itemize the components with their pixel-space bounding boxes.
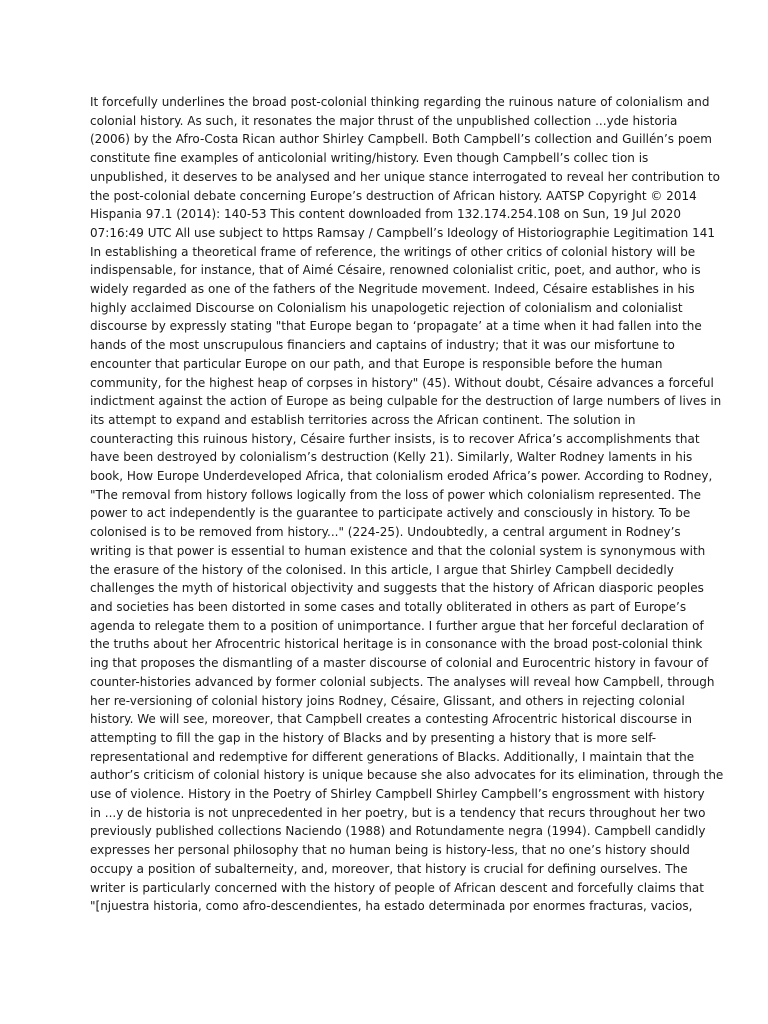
text-line: occupy a position of subalterneity, and, moreover, that history is crucial for defining ourselves. The [90, 861, 688, 876]
text-line: the erasure of the history of the colonised. In this article, I argue that Shirley Campbell decidedly [90, 562, 674, 577]
text-line: indispensable, for instance, that of Aimé Césaire, renowned colonialist critic, poet, and author, who is [90, 263, 701, 278]
text-line: counter-histories advanced by former colonial subjects. The analyses will reveal how Campbell, through [90, 674, 715, 689]
text-line: encounter that particular Europe on our path, and that Europe is responsible before the human [90, 356, 663, 371]
text-line: previously published collections Naciendo (1988) and Rotundamente negra (1994). Campbell candidly [90, 824, 706, 839]
text-line: expresses her personal philosophy that no human being is history-less, that no one’s history should [90, 843, 690, 858]
text-line: (2006) by the Afro-Costa Rican author Shirley Campbell. Both Campbell’s collection and Guillén’s poem [90, 132, 712, 147]
text-line: highly acclaimed Discourse on Colonialism his unapologetic rejection of colonialism and colonialist [90, 300, 683, 315]
text-line: in ...y de historia is not unprecedented in her poetry, but is a tendency that recurs throughout her two [90, 805, 706, 820]
text-line: representational and redemptive for different generations of Blacks. Additionally, I maintain that the [90, 749, 695, 764]
text-line: writing is that power is essential to human existence and that the colonial system is synonymous with [90, 543, 706, 558]
text-line: have been destroyed by colonialism’s destruction (Kelly 21). Similarly, Walter Rodney laments in his [90, 450, 693, 465]
text-line: agenda to relegate them to a position of unimportance. I further argue that her forceful declaration of [90, 618, 704, 633]
text-line: It forcefully underlines the broad post-colonial thinking regarding the ruinous nature of colonialism and [90, 95, 710, 109]
text-line: the post-colonial debate concerning Europe’s destruction of African history. AATSP Copyright © 2014 [90, 188, 697, 203]
text-line: discourse by expressly stating "that Europe began to ‘propagate’ at a time when it had fallen into the [90, 319, 702, 334]
text-line: counteracting this ruinous history, Césaire further insists, is to recover Africa’s accomplishments that [90, 431, 700, 446]
text-line: "The removal from history follows logically from the loss of power which colonialism represented. The [90, 487, 702, 502]
text-line: 07:16:49 UTC All use subject to https Ramsay / Campbell’s Ideology of Historiographie Legitimation 141 [90, 225, 716, 240]
body-text [90, 93, 724, 916]
text-line: the truths about her Afrocentric historical heritage is in consonance with the broad post-colonial think [90, 637, 703, 652]
text-line: constitute fine examples of anticolonial writing/history. Even though Campbell’s collec tion is [90, 151, 649, 166]
text-line: hands of the most unscrupulous financiers and captains of industry; that it was our misfortune to [90, 338, 675, 353]
text-line: Hispania 97.1 (2014): 140-53 This content downloaded from 132.174.254.108 on Sun, 19 Jul 2020 [90, 207, 681, 222]
text-line: community, for the highest heap of corpses in history" (45). Without doubt, Césaire advances a forceful [90, 375, 714, 390]
text-line: author’s criticism of colonial history is unique because she also advocates for its elimination, through the [90, 768, 724, 783]
text-line: attempting to fill the gap in the history of Blacks and by presenting a history that is more self- [90, 730, 657, 745]
text-line: ing that proposes the dismantling of a master discourse of colonial and Eurocentric history in favour of [90, 656, 709, 671]
text-line: indictment against the action of Europe as being culpable for the destruction of large numbers of lives in [90, 394, 722, 409]
text-line: her re-versioning of colonial history joins Rodney, Césaire, Glissant, and others in rejecting colonial [90, 693, 685, 708]
text-line: power to act independently is the guarantee to participate actively and consciously in history. To be [90, 506, 691, 521]
text-line: colonised is to be removed from history..." (224-25). Undoubtedly, a central argument in Rodney’s [90, 525, 681, 540]
text-line: its attempt to expand and establish territories across the African continent. The solution in [90, 412, 636, 427]
text-line: history. We will see, moreover, that Campbell creates a contesting Afrocentric historical discourse in [90, 712, 692, 727]
text-line: "[njuestra historia, como afro-descendientes, ha estado determinada por enormes fracturas, vacios, [90, 899, 693, 914]
text-line: use of violence. History in the Poetry of Shirley Campbell Shirley Campbell’s engrossment with history [90, 787, 705, 802]
text-line: writer is particularly concerned with the history of people of African descent and forcefully claims that [90, 880, 704, 895]
text-line: In establishing a theoretical frame of reference, the writings of other critics of colonial history will be [90, 244, 696, 259]
text-line: widely regarded as one of the fathers of the Negritude movement. Indeed, Césaire establishes in his [90, 282, 695, 297]
text-line: challenges the myth of historical objectivity and suggests that the history of African diasporic peoples [90, 581, 704, 596]
text-line: book, How Europe Underdeveloped Africa, that colonialism eroded Africa’s power. According to Rodney, [90, 469, 713, 484]
text-line: colonial history. As such, it resonates the major thrust of the unpublished collection ...yde historia [90, 113, 678, 128]
text-line: and societies has been distorted in some cases and totally obliterated in others as part of Europe’s [90, 599, 687, 614]
text-line: unpublished, it deserves to be analysed and her unique stance interrogated to reveal her contribution to [90, 169, 720, 184]
